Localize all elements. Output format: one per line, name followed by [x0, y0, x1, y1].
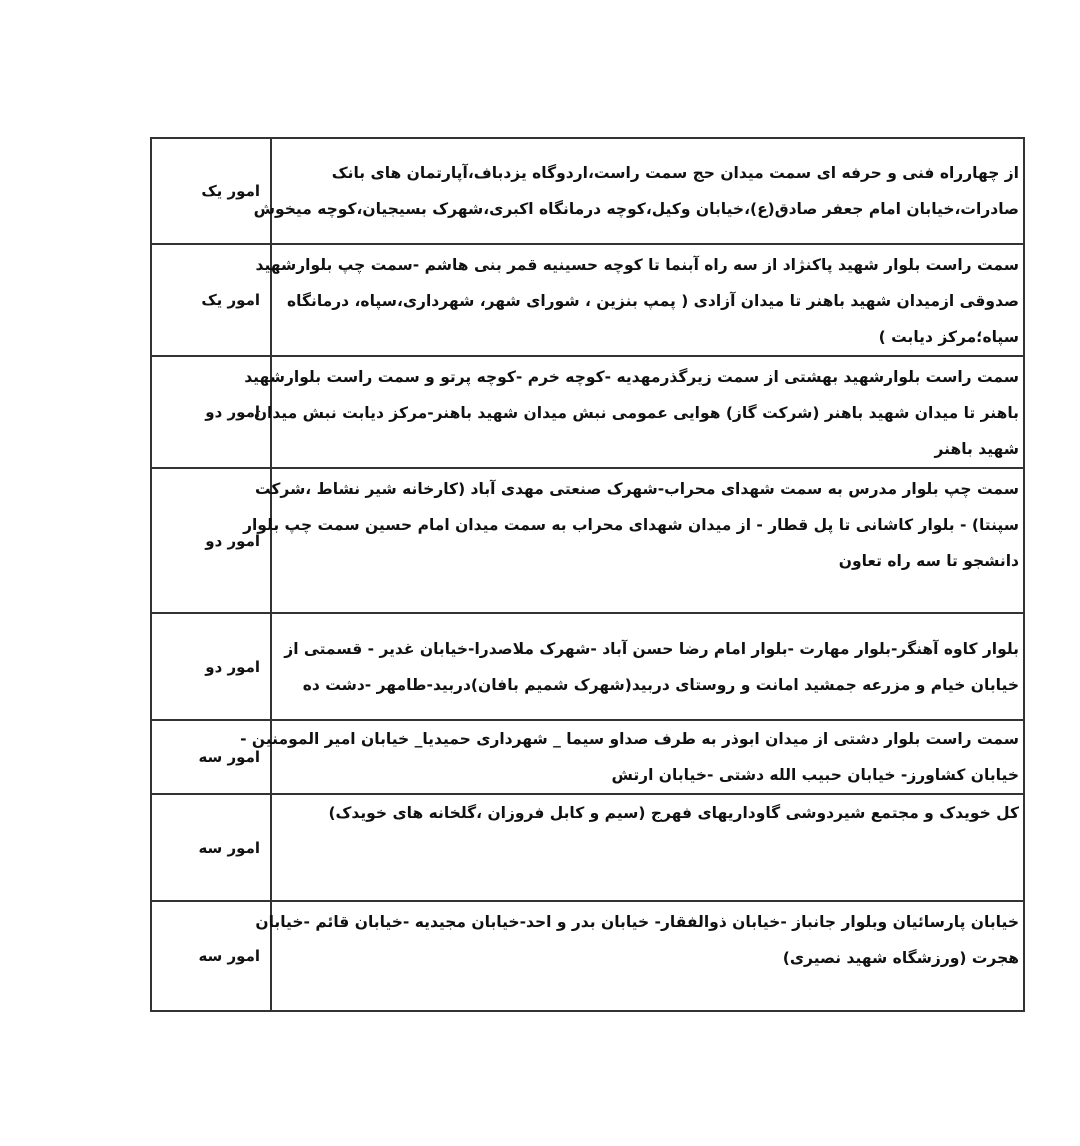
description-line: شهید باهنر	[934, 440, 1019, 458]
description-line: صادرات،خیابان امام جعفر صادق(ع)،خیابان وکیل،کوچه درمانگاه اکبری،شهرک بسیجیان،کوچه میخوش	[253, 200, 1019, 218]
table-row	[151, 244, 1024, 356]
area-label: امور یک	[151, 244, 271, 356]
description-line: سپاه؛مرکز دیابت )	[878, 328, 1019, 346]
description-line: بلوار کاوه آهنگر-بلوار مهارت -بلوار امام رضا حسن آباد -شهرک ملاصدرا-خیابان غدیر - قسمتی از	[284, 639, 1019, 658]
area-label: امور سه	[151, 720, 271, 794]
table-row	[151, 794, 1024, 901]
area-label: امور دو	[151, 468, 271, 613]
description-line: باهنر تا میدان شهید باهنر (شرکت گاز) هوایی عمومی نبش میدان شهید باهنر-مرکز دیابت نبش میدان	[253, 404, 1019, 422]
description-line: سپنتا) - بلوار کاشانی تا پل قطار - از میدان شهدای محراب به سمت میدان امام حسین سمت چپ بلوار	[243, 516, 1019, 534]
description-line: خیابان کشاورز- خیابان حبیب الله دشتی -خیابان ارتش	[611, 766, 1019, 784]
description-line: صدوقی ازمیدان شهید باهنر تا میدان آزادی ( پمپ بنزین ، شورای شهر، شهرداری،سپاه، درمانگاه	[287, 292, 1019, 310]
area-description	[244, 356, 1024, 468]
table-row	[151, 138, 1024, 244]
description-line: خیابان خیام و مزرعه جمشید امانت و روستای دربید(شهرک شمیم بافان)دربید-طامهر -دشت ده	[302, 675, 1019, 694]
area-description	[253, 138, 1024, 244]
table-body	[151, 138, 1024, 1011]
description-line: سمت راست بلوار شهید پاکنژاد از سه راه آبنما تا کوچه حسینیه قمر بنی هاشم -سمت چپ بلوارشهید	[255, 256, 1019, 274]
description-line: از چهارراه فنی و حرفه ای سمت میدان حج سمت راست،اردوگاه یزدباف،آپارتمان های بانک	[331, 164, 1019, 182]
description-line: کل خویدک و مجتمع شیردوشی گاوداریهای فهرج (سیم و کابل فروزان ،گلخانه های خویدک)	[328, 804, 1019, 822]
description-line: سمت راست بلوار دشتی از میدان ابوذر به طرف صداو سیما _ شهرداری حمیدیا_ خیابان امیر المومنین -	[240, 730, 1019, 748]
area-label: امور دو	[151, 613, 271, 720]
description-line: دانشجو تا سه راه تعاون	[838, 552, 1019, 570]
area-label: امور سه	[151, 794, 271, 901]
table-row	[151, 613, 1024, 720]
table-row	[151, 720, 1024, 794]
table-row	[151, 356, 1024, 468]
area-description	[255, 901, 1024, 1011]
area-description	[243, 468, 1024, 613]
area-description	[271, 613, 1024, 720]
area-description	[240, 720, 1024, 794]
description-line: هجرت (ورزشگاه شهید نصیری)	[782, 949, 1019, 967]
area-description	[271, 794, 1024, 901]
area-label: امور یک	[151, 138, 271, 244]
area-description	[255, 244, 1024, 356]
description-line: خیابان پارسائیان وبلوار جانباز -خیابان ذوالفقار- خیابان بدر و احد-خیابان مجیدیه -خیابان قائم -خیابان	[255, 913, 1019, 931]
service-areas-table	[150, 137, 1025, 1012]
table-row	[151, 468, 1024, 613]
area-label: امور سه	[151, 901, 271, 1011]
area-label: امور دو	[151, 356, 271, 468]
description-line: سمت چپ بلوار مدرس به سمت شهدای محراب-شهرک صنعتی مهدی آباد (کارخانه شیر نشاط ،شرکت	[255, 480, 1019, 498]
description-line: سمت راست بلوارشهید بهشتی از سمت زیرگذرمهدیه -کوچه خرم -کوچه پرتو و سمت راست بلوارشهید	[244, 368, 1019, 386]
table-row	[151, 901, 1024, 1011]
